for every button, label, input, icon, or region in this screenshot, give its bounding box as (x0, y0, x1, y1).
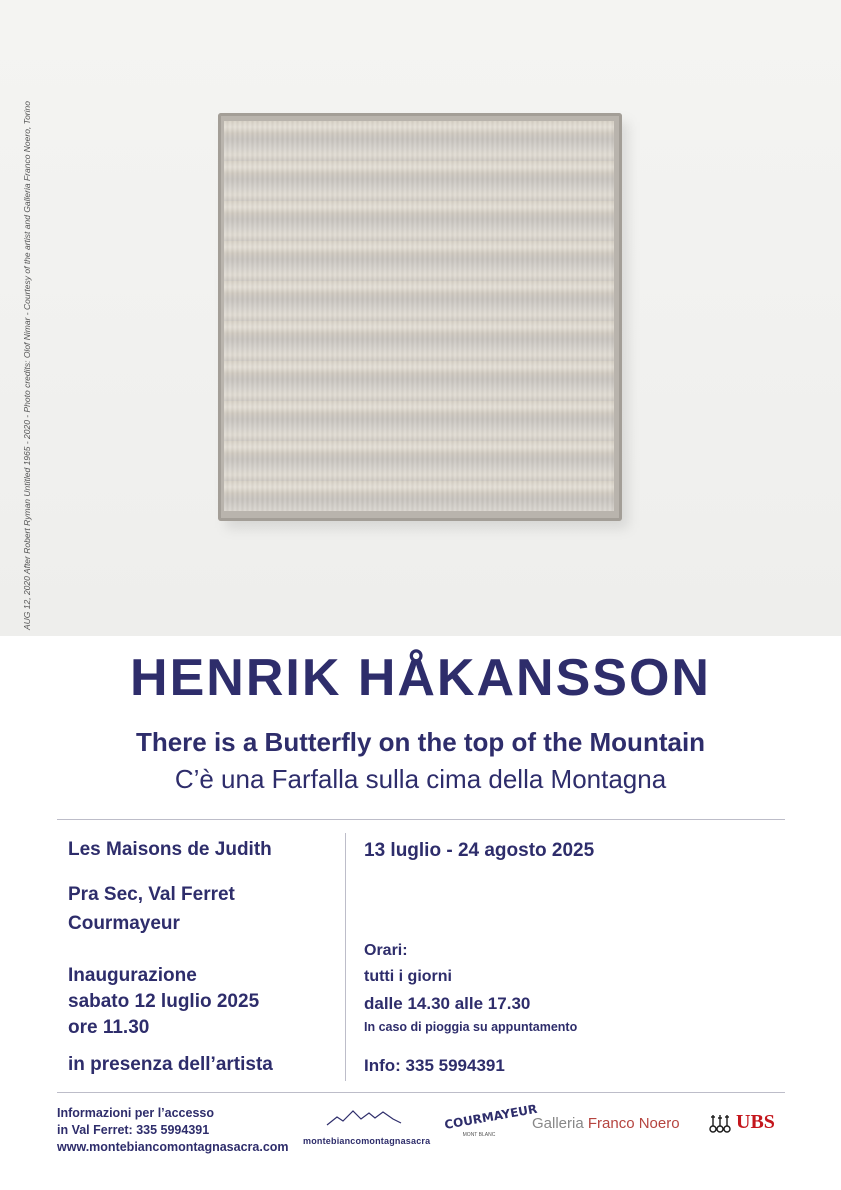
venue-name: Les Maisons de Judith (68, 839, 272, 860)
mountain-icon (303, 1103, 423, 1129)
artwork-canvas (218, 113, 622, 521)
exhibition-title-it: C’è una Farfalla sulla cima della Montagna (174, 764, 667, 794)
divider-bottom (57, 1092, 785, 1093)
courmayeur-logo (443, 1101, 539, 1138)
ubs-wordmark: UBS (736, 1111, 775, 1133)
galleria-logo (532, 1115, 680, 1132)
hours-time: dalle 14.30 alle 17.30 (364, 994, 531, 1013)
photo-credit: AUG 12, 2020 After Robert Ryman Untitled 1965 - 2020 - Photo credits: Olof Nimar - Courtesy of the artist and Galleria Franco Noero, Torino (22, 101, 32, 630)
artist-name: HENRIK HÅKANSSON (130, 649, 711, 707)
access-line1: Informazioni per l’accesso (57, 1106, 214, 1120)
website-link[interactable]: www.montebiancomontagnasacra.com (57, 1140, 289, 1154)
artwork-texture (224, 121, 614, 511)
opening-time: ore 11.30 (68, 1017, 150, 1038)
galleria-prefix: Galleria (532, 1115, 584, 1132)
divider-vertical (345, 833, 346, 1081)
opening-note: in presenza dell’artista (68, 1054, 273, 1075)
hours-days: tutti i giorni (364, 968, 452, 985)
mbms-name: montebiancomontagnasacra (303, 1136, 431, 1146)
exhibition-title-en: There is a Butterfly on the top of the Mountain (135, 727, 706, 757)
info-phone: Info: 335 5994391 (364, 1056, 505, 1075)
opening-date: sabato 12 luglio 2025 (68, 991, 260, 1012)
galleria-name: Franco Noero (587, 1115, 680, 1132)
ubs-keys-icon (708, 1112, 732, 1134)
courmayeur-sub: MONT BLANC (462, 1132, 496, 1138)
exhibition-dates: 13 luglio - 24 agosto 2025 (364, 840, 595, 861)
opening-label: Inaugurazione (68, 965, 197, 986)
ubs-logo (708, 1111, 775, 1134)
divider-top (57, 819, 785, 820)
footer-info (57, 1105, 289, 1156)
hours-rain-note: In caso di pioggia su appuntamento (364, 1020, 578, 1034)
venue-address-line1: Pra Sec, Val Ferret (68, 884, 235, 905)
access-line2: in Val Ferret: 335 5994391 (57, 1123, 210, 1137)
hours-label: Orari: (364, 942, 408, 959)
venue-address-line2: Courmayeur (68, 913, 180, 934)
mbms-logo (303, 1103, 431, 1146)
courmayeur-wordmark: COURMAYEUR (443, 1101, 539, 1132)
